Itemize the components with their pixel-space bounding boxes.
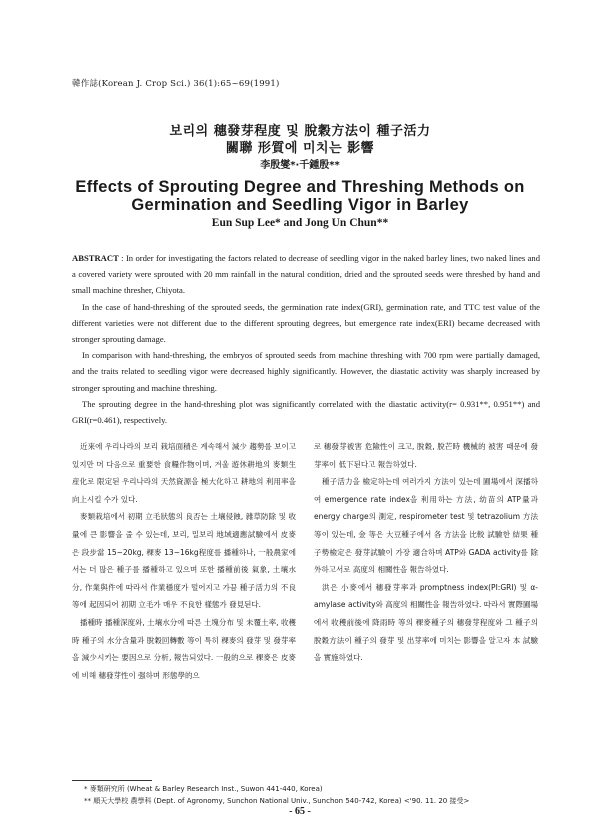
abstract-paragraph: In the case of hand-threshing of the sprouted seeds, the germination rate index(GRI), germination rate, and TTC test value of the different varieties were not different due to the different sprouting degrees, but emergence rate index(ERI) became decreased with stronger sprouting damage. [72,301,540,345]
body-paragraph: 近來에 우리나라의 보리 栽培面積은 계속해서 減少 趨勢를 보이고 있지만 머 다음으로 重要한 食糧作物이며, 겨울 遊休耕地의 麥類生産化로 限定된 우리나라의 天然資源을 極大化하고 耕地의 利用率을 向上시킬 수가 있다. [72,442,296,504]
page-number: - 65 - [289,806,311,817]
footnote: ** 順天大學校 農學科 (Dept. of Agronomy, Sunchon National Univ., Sunchon 540-742, Korea) <'90. 11. 20 接受> [84,796,470,805]
body-paragraph: 播種時 播種深度와, 土壤水分에 따른 土塊分布 및 未覆土率, 收穫時 種子의 水分含量과 脫穀回轉數 等이 특히 稞麥의 發芽 및 發芽率을 減少시키는 要因으로 分析, 報告되었다. 一般的으로 稞麥은 皮麥에 비해 穗發芽性이 强하며 形態學的으 [72,617,296,680]
english-title-line-1: Effects of Sprouting Degree and Threshing Methods on [75,178,525,196]
abstract-paragraph: ABSTRACT : In order for investigating the factors related to decrease of seedling vigor in the naked barley lines, two naked lines and a covered variety were sprouted with 20 mm rainfall in the natural condition, dried and the sprouted seeds were threshed by hand and small machine thresher, Chiyota. [72,253,541,296]
korean-authors: 李殷燮*·千鍾殷** [260,160,340,171]
abstract-text: In order for investigating the factors related to decrease of seedling vigor in the naked barley lines, two naked lines and a covered variety were sprouted with 20 mm rainfall in the natural condition, dried and the sprouted seeds were threshed by hand and small machine thresher, Chiyota. [72,253,541,296]
abstract-paragraph: The sprouting degree in the hand-threshing plot was significantly correlated with the diastatic activity(r= 0.931**, 0.951**) and GRI(r=0.461), respectively. [72,398,540,426]
english-title-line-2: Germination and Seedling Vigor in Barley [131,196,469,214]
korean-title-line-1: 보리의 穗發芽程度 및 脫穀方法이 種子活力 [169,124,431,139]
footnote-divider [72,780,152,781]
body-paragraph: 로 穗發芽被害 危險性이 크고, 脫穀, 脫芒時 機械的 被害 때문에 發芽率이 低下된다고 報告하였다. [314,442,538,469]
body-paragraph: 麥類栽培에서 初期 立毛狀態의 良否는 土壤侵蝕, 雜草防除 및 收量에 큰 影響을 줄 수 있는데, 보리, 밀보리 地域適應試驗에서 皮麥은 段步當 15~20kg, 稞麥 13~16kg程度를 播種하나, 一般農家에서는 더 많은 種子를 播種하고 있으며 또한 播種前後 氣象, 土壤水分, 作業與件에 따라서 作業穩度가 떨어지고 가끔 種子活力의 不良 等에 起因되어 初期 立毛가 매우 不良한 樣態가 發見된다. [72,512,296,610]
footnotes [84,784,544,807]
abstract-label: ABSTRACT [72,253,119,263]
body-paragraph: 種子活力을 檢定하는데 여러가지 方法이 있는데 圃場에서 深播하여 emergence rate index을 利用하는 方法, 幼苗의 ATP量과 energy charge의 測定, respirometer test 및 tetrazolium 方法 等이 있는데, 金 等은 大豆種子에서 各 方法을 比較 試驗한 結果 種子勢檢定은 發芽試驗이 가장 適合하며 ATP와 GADA activity를 除外하고서로 高度의 相關性을 報告하였다. [314,477,538,575]
footnote: * 麥類硏究所 (Wheat & Barley Research Inst., Suwon 441-440, Korea) [84,785,323,793]
korean-title-line-2: 關聯 形質에 미치는 影響 [225,141,375,156]
body-column-right [314,438,538,678]
body-column-left [72,438,296,778]
journal-citation: 韓作誌(Korean J. Crop Sci.) 36(1):65~69(1991) [72,79,280,89]
abstract [72,250,540,428]
abstract-paragraph: In comparison with hand-threshing, the embryos of sprouted seeds from machine threshing with 700 rpm were partially damaged, and the traits related to seedling vigor were decreased highly significantly. However, the diastatic activity was sharply increased by stronger sprouting and machine threshing. [72,350,540,393]
english-authors: Eun Sup Lee* and Jong Un Chun** [211,217,389,229]
body-paragraph: 洪은 小麥에서 穗發芽率과 promptness index(PI:GRI) 및 α-amylase activity와 高度의 相關性을 報告하였다. 따라서 實際圃場에서 收穫前後에 降雨時 等의 稞麥種子의 穗發芽程度와 그 種子의 脫穀方法이 種子의 發芽 및 出芽率에 미치는 影響을 알고자 本 試驗을 實施하였다. [314,582,538,663]
